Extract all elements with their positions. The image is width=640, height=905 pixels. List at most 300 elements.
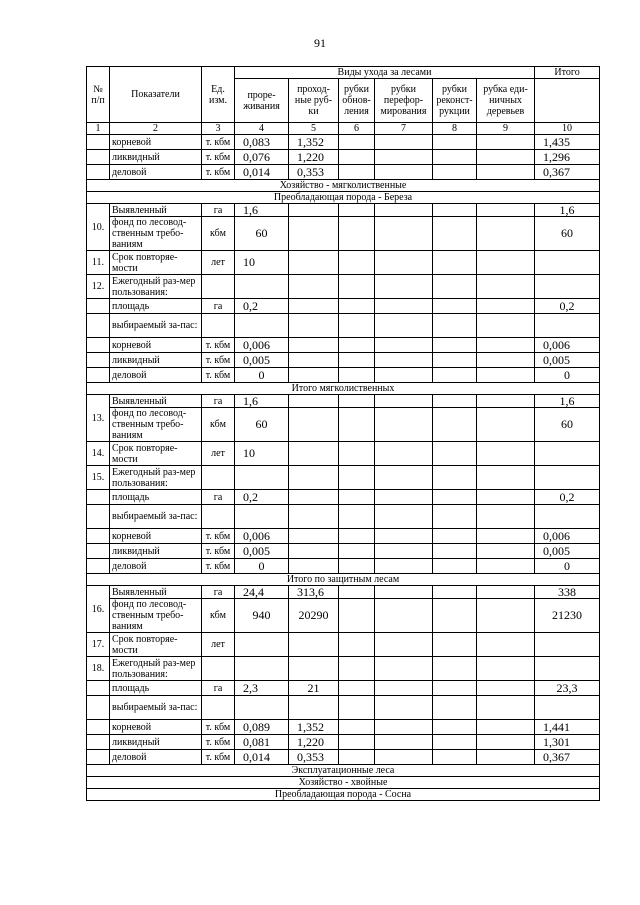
empty-cell bbox=[339, 165, 375, 180]
indicator-label: Срок повторяе-мости bbox=[110, 633, 202, 657]
empty-cell bbox=[477, 135, 535, 150]
empty-cell bbox=[87, 720, 110, 735]
empty-cell bbox=[433, 657, 477, 681]
empty-cell bbox=[289, 466, 339, 490]
empty-cell bbox=[289, 275, 339, 299]
empty-cell bbox=[339, 696, 375, 720]
empty-cell bbox=[339, 657, 375, 681]
empty-cell bbox=[477, 165, 535, 180]
empty-cell bbox=[433, 490, 477, 505]
indicator-label: Ежегодный раз-мер пользования: bbox=[110, 657, 202, 681]
indicator-label: Выявленный bbox=[110, 586, 202, 599]
empty-cell bbox=[477, 696, 535, 720]
value-c5 bbox=[289, 544, 339, 559]
empty-cell bbox=[87, 368, 110, 383]
empty-cell bbox=[339, 490, 375, 505]
unit-cell: га bbox=[202, 299, 235, 314]
row-number: 11. bbox=[87, 251, 110, 275]
table-row bbox=[87, 217, 600, 251]
empty-cell bbox=[477, 505, 535, 529]
empty-cell bbox=[477, 353, 535, 368]
empty-cell bbox=[339, 720, 375, 735]
value-total: 21230 bbox=[535, 599, 600, 633]
table-row bbox=[87, 559, 600, 574]
empty-cell bbox=[433, 408, 477, 442]
empty-cell bbox=[339, 275, 375, 299]
empty-cell bbox=[87, 135, 110, 150]
empty-cell bbox=[433, 353, 477, 368]
empty-cell bbox=[339, 599, 375, 633]
empty-cell bbox=[375, 275, 433, 299]
empty-cell bbox=[375, 696, 433, 720]
empty-cell bbox=[289, 314, 339, 338]
unit-cell: га bbox=[202, 395, 235, 408]
value-c4: 0,014 bbox=[235, 750, 289, 765]
table-row bbox=[87, 544, 600, 559]
section-header-row bbox=[87, 192, 600, 204]
column-number: 9 bbox=[477, 123, 535, 135]
unit-cell: лет bbox=[202, 633, 235, 657]
empty-cell bbox=[433, 251, 477, 275]
indicator-label: ликвидный bbox=[110, 735, 202, 750]
value-c4: 1,6 bbox=[235, 204, 289, 217]
empty-cell bbox=[375, 720, 433, 735]
value-c4: 24,4 bbox=[235, 586, 289, 599]
empty-cell bbox=[87, 338, 110, 353]
empty-cell bbox=[477, 299, 535, 314]
value-total: 338 bbox=[535, 586, 600, 599]
empty-cell bbox=[339, 559, 375, 574]
section-header-row bbox=[87, 180, 600, 192]
empty-cell bbox=[535, 505, 600, 529]
value-c4: 0,005 bbox=[235, 353, 289, 368]
table-row bbox=[87, 657, 600, 681]
empty-cell bbox=[375, 442, 433, 466]
unit-cell: т. кбм bbox=[202, 338, 235, 353]
empty-cell bbox=[477, 750, 535, 765]
unit-cell: т. кбм bbox=[202, 720, 235, 735]
empty-cell bbox=[535, 314, 600, 338]
section-subtitle: Преобладающая порода - Береза bbox=[87, 192, 600, 204]
value-c5 bbox=[289, 559, 339, 574]
value-c4: 0,2 bbox=[235, 490, 289, 505]
value-c5 bbox=[289, 217, 339, 251]
indicator-label: площадь bbox=[110, 681, 202, 696]
empty-cell bbox=[477, 368, 535, 383]
column-number: 1 bbox=[87, 123, 110, 135]
empty-cell bbox=[87, 299, 110, 314]
empty-cell bbox=[477, 442, 535, 466]
empty-cell bbox=[87, 150, 110, 165]
empty-cell bbox=[339, 681, 375, 696]
indicator-label: Выявленный bbox=[110, 395, 202, 408]
empty-cell bbox=[433, 544, 477, 559]
indicator-label: выбираемый за-пас: bbox=[110, 696, 202, 720]
unit-cell: т. кбм bbox=[202, 735, 235, 750]
value-total: 0 bbox=[535, 559, 600, 574]
indicator-label: ликвидный bbox=[110, 150, 202, 165]
empty-cell bbox=[235, 657, 289, 681]
empty-cell bbox=[433, 720, 477, 735]
table-row bbox=[87, 490, 600, 505]
header-num: № п/п bbox=[87, 67, 110, 123]
unit-cell: т. кбм bbox=[202, 135, 235, 150]
value-c4: 0,2 bbox=[235, 299, 289, 314]
value-total: 1,6 bbox=[535, 204, 600, 217]
table-row bbox=[87, 204, 600, 217]
empty-cell bbox=[375, 633, 433, 657]
empty-cell bbox=[433, 217, 477, 251]
empty-cell bbox=[339, 314, 375, 338]
empty-cell bbox=[477, 544, 535, 559]
column-number: 2 bbox=[110, 123, 202, 135]
column-number: 10 bbox=[535, 123, 600, 135]
empty-cell bbox=[87, 544, 110, 559]
table-row bbox=[87, 750, 600, 765]
indicator-label: ликвидный bbox=[110, 544, 202, 559]
value-c5: 0,353 bbox=[289, 165, 339, 180]
empty-cell bbox=[87, 505, 110, 529]
table-row bbox=[87, 720, 600, 735]
row-number: 17. bbox=[87, 633, 110, 657]
empty-cell bbox=[289, 442, 339, 466]
value-c4: 0,014 bbox=[235, 165, 289, 180]
empty-cell bbox=[375, 353, 433, 368]
table-row bbox=[87, 314, 600, 338]
empty-cell bbox=[87, 681, 110, 696]
indicator-label: фонд по лесовод-ственным требо-ваниям bbox=[110, 408, 202, 442]
empty-cell bbox=[477, 559, 535, 574]
section-header-row bbox=[87, 383, 600, 395]
empty-cell bbox=[433, 135, 477, 150]
value-c5: 1,352 bbox=[289, 720, 339, 735]
empty-cell bbox=[289, 657, 339, 681]
indicator-label: фонд по лесовод-ственным требо-ваниям bbox=[110, 217, 202, 251]
empty-cell bbox=[289, 633, 339, 657]
empty-cell bbox=[87, 529, 110, 544]
empty-cell bbox=[87, 750, 110, 765]
empty-cell bbox=[375, 750, 433, 765]
indicator-label: Срок повторяе-мости bbox=[110, 251, 202, 275]
empty-cell bbox=[477, 275, 535, 299]
empty-cell bbox=[339, 251, 375, 275]
section-header-row bbox=[87, 789, 600, 801]
empty-cell bbox=[477, 529, 535, 544]
indicator-label: площадь bbox=[110, 299, 202, 314]
value-c5 bbox=[289, 353, 339, 368]
empty-cell bbox=[289, 251, 339, 275]
unit-cell: кбм bbox=[202, 408, 235, 442]
header-total: Итого bbox=[535, 67, 600, 79]
empty-cell bbox=[87, 353, 110, 368]
indicator-label: корневой bbox=[110, 338, 202, 353]
table-row bbox=[87, 165, 600, 180]
indicator-label: выбираемый за-пас: bbox=[110, 505, 202, 529]
value-c4: 0,083 bbox=[235, 135, 289, 150]
indicator-label: деловой bbox=[110, 750, 202, 765]
empty-cell bbox=[433, 150, 477, 165]
row-number: 18. bbox=[87, 657, 110, 681]
empty-cell bbox=[339, 529, 375, 544]
unit-cell: кбм bbox=[202, 599, 235, 633]
unit-cell: т. кбм bbox=[202, 544, 235, 559]
empty-cell bbox=[339, 544, 375, 559]
indicator-label: площадь bbox=[110, 490, 202, 505]
empty-cell bbox=[477, 490, 535, 505]
empty-cell bbox=[339, 442, 375, 466]
empty-cell bbox=[339, 735, 375, 750]
empty-cell bbox=[433, 750, 477, 765]
value-c5 bbox=[289, 529, 339, 544]
empty-cell bbox=[235, 275, 289, 299]
empty-cell bbox=[375, 395, 433, 408]
value-c4: 0,005 bbox=[235, 544, 289, 559]
empty-cell bbox=[535, 466, 600, 490]
value-c5: 1,220 bbox=[289, 150, 339, 165]
footer-title: Преобладающая порода - Сосна bbox=[87, 789, 600, 801]
empty-cell bbox=[375, 165, 433, 180]
value-c5: 1,352 bbox=[289, 135, 339, 150]
footer-title: Хозяйство - хвойные bbox=[87, 777, 600, 789]
indicator-label: фонд по лесовод-ственным требо-ваниям bbox=[110, 599, 202, 633]
empty-cell bbox=[477, 720, 535, 735]
indicator-label: деловой bbox=[110, 165, 202, 180]
table-row bbox=[87, 681, 600, 696]
row-number: 10. bbox=[87, 204, 110, 251]
value-c4: 10 bbox=[235, 442, 289, 466]
value-c5 bbox=[289, 204, 339, 217]
header-col: рубка еди-ничных деревьев bbox=[477, 79, 535, 123]
indicator-label: ликвидный bbox=[110, 353, 202, 368]
empty-cell bbox=[375, 408, 433, 442]
empty-cell bbox=[477, 204, 535, 217]
table-row bbox=[87, 529, 600, 544]
empty-cell bbox=[433, 314, 477, 338]
empty-cell bbox=[535, 251, 600, 275]
empty-cell bbox=[339, 395, 375, 408]
value-c5: 1,220 bbox=[289, 735, 339, 750]
value-c4: 0,089 bbox=[235, 720, 289, 735]
empty-cell bbox=[375, 490, 433, 505]
row-number: 16. bbox=[87, 586, 110, 633]
empty-cell bbox=[339, 586, 375, 599]
unit-cell: га bbox=[202, 490, 235, 505]
empty-cell bbox=[375, 299, 433, 314]
footer-title: Эксплуатационные леса bbox=[87, 765, 600, 777]
empty-cell bbox=[375, 314, 433, 338]
value-c5: 20290 bbox=[289, 599, 339, 633]
empty-cell bbox=[339, 466, 375, 490]
indicator-label: Ежегодный раз-мер пользования: bbox=[110, 466, 202, 490]
indicator-label: корневой bbox=[110, 720, 202, 735]
table-row bbox=[87, 251, 600, 275]
header-row bbox=[87, 67, 600, 79]
indicator-label: корневой bbox=[110, 529, 202, 544]
empty-cell bbox=[375, 544, 433, 559]
empty-cell bbox=[375, 681, 433, 696]
empty-cell bbox=[477, 735, 535, 750]
section-title: Итого по защитным лесам bbox=[87, 574, 600, 586]
empty-cell bbox=[433, 735, 477, 750]
table-row bbox=[87, 353, 600, 368]
empty-cell bbox=[87, 735, 110, 750]
value-c4 bbox=[235, 633, 289, 657]
empty-cell bbox=[289, 505, 339, 529]
unit-cell: лет bbox=[202, 251, 235, 275]
empty-cell bbox=[433, 204, 477, 217]
table-row bbox=[87, 633, 600, 657]
value-c4: 60 bbox=[235, 217, 289, 251]
value-c4: 0 bbox=[235, 559, 289, 574]
table-row bbox=[87, 338, 600, 353]
empty-cell bbox=[433, 466, 477, 490]
forest-care-table bbox=[86, 66, 600, 801]
empty-cell bbox=[375, 735, 433, 750]
empty-cell bbox=[87, 559, 110, 574]
value-c5 bbox=[289, 338, 339, 353]
value-total: 23,3 bbox=[535, 681, 600, 696]
column-number: 3 bbox=[202, 123, 235, 135]
empty-cell bbox=[477, 633, 535, 657]
value-c5 bbox=[289, 368, 339, 383]
empty-cell bbox=[375, 135, 433, 150]
empty-cell bbox=[375, 599, 433, 633]
empty-cell bbox=[433, 586, 477, 599]
value-c4: 0,081 bbox=[235, 735, 289, 750]
column-number: 6 bbox=[339, 123, 375, 135]
table-row bbox=[87, 586, 600, 599]
unit-cell: т. кбм bbox=[202, 750, 235, 765]
empty-cell bbox=[477, 586, 535, 599]
header-col: проре-живания bbox=[235, 79, 289, 123]
header-col: проход-ные руб-ки bbox=[289, 79, 339, 123]
empty-cell bbox=[477, 217, 535, 251]
value-c4: 10 bbox=[235, 251, 289, 275]
empty-cell bbox=[433, 599, 477, 633]
empty-cell bbox=[535, 275, 600, 299]
empty-cell bbox=[202, 696, 235, 720]
empty-cell bbox=[433, 368, 477, 383]
indicator-label: Ежегодный раз-мер пользования: bbox=[110, 275, 202, 299]
empty-cell bbox=[235, 696, 289, 720]
empty-cell bbox=[535, 442, 600, 466]
unit-cell: га bbox=[202, 586, 235, 599]
empty-cell bbox=[433, 559, 477, 574]
value-c4: 0,076 bbox=[235, 150, 289, 165]
empty-cell bbox=[339, 338, 375, 353]
empty-cell bbox=[477, 251, 535, 275]
unit-cell: т. кбм bbox=[202, 150, 235, 165]
value-c5 bbox=[289, 408, 339, 442]
indicator-label: Выявленный bbox=[110, 204, 202, 217]
empty-cell bbox=[339, 204, 375, 217]
table-row bbox=[87, 466, 600, 490]
value-total: 1,301 bbox=[535, 735, 600, 750]
empty-cell bbox=[202, 505, 235, 529]
empty-cell bbox=[477, 599, 535, 633]
section-header-row bbox=[87, 574, 600, 586]
indicator-label: деловой bbox=[110, 368, 202, 383]
value-total: 1,435 bbox=[535, 135, 600, 150]
empty-cell bbox=[202, 314, 235, 338]
empty-cell bbox=[433, 442, 477, 466]
row-number: 13. bbox=[87, 395, 110, 442]
empty-cell bbox=[477, 314, 535, 338]
value-total: 0,005 bbox=[535, 353, 600, 368]
empty-cell bbox=[375, 150, 433, 165]
empty-cell bbox=[433, 299, 477, 314]
value-c4: 0 bbox=[235, 368, 289, 383]
value-total: 0,367 bbox=[535, 165, 600, 180]
empty-cell bbox=[339, 408, 375, 442]
value-total: 0,2 bbox=[535, 299, 600, 314]
empty-cell bbox=[87, 696, 110, 720]
empty-cell bbox=[433, 681, 477, 696]
unit-cell: т. кбм bbox=[202, 165, 235, 180]
empty-cell bbox=[339, 217, 375, 251]
header-unit: Ед. изм. bbox=[202, 67, 235, 123]
empty-cell bbox=[339, 633, 375, 657]
unit-cell: т. кбм bbox=[202, 559, 235, 574]
empty-cell bbox=[433, 505, 477, 529]
value-c4: 0,006 bbox=[235, 529, 289, 544]
empty-cell bbox=[87, 490, 110, 505]
empty-cell bbox=[477, 395, 535, 408]
table-row bbox=[87, 696, 600, 720]
section-header-row bbox=[87, 765, 600, 777]
empty-cell bbox=[339, 299, 375, 314]
empty-cell bbox=[433, 633, 477, 657]
empty-cell bbox=[375, 529, 433, 544]
empty-cell bbox=[235, 314, 289, 338]
value-total: 0,005 bbox=[535, 544, 600, 559]
value-c5: 21 bbox=[289, 681, 339, 696]
unit-cell: т. кбм bbox=[202, 353, 235, 368]
empty-cell bbox=[535, 657, 600, 681]
empty-cell bbox=[477, 681, 535, 696]
empty-cell bbox=[375, 217, 433, 251]
value-total: 1,441 bbox=[535, 720, 600, 735]
table-row bbox=[87, 135, 600, 150]
section-title: Итого мягколиственных bbox=[87, 383, 600, 395]
value-total: 1,6 bbox=[535, 395, 600, 408]
empty-cell bbox=[375, 251, 433, 275]
column-number-row bbox=[87, 123, 600, 135]
value-c4: 0,006 bbox=[235, 338, 289, 353]
value-c5 bbox=[289, 490, 339, 505]
table-row bbox=[87, 442, 600, 466]
empty-cell bbox=[235, 466, 289, 490]
empty-cell bbox=[339, 353, 375, 368]
unit-cell: га bbox=[202, 204, 235, 217]
empty-cell bbox=[433, 395, 477, 408]
table-row bbox=[87, 150, 600, 165]
table-row bbox=[87, 599, 600, 633]
header-col: рубки реконст-рукции bbox=[433, 79, 477, 123]
empty-cell bbox=[339, 368, 375, 383]
column-number: 7 bbox=[375, 123, 433, 135]
header-indicators: Показатели bbox=[110, 67, 202, 123]
unit-cell: кбм bbox=[202, 217, 235, 251]
empty-cell bbox=[375, 204, 433, 217]
empty-cell bbox=[339, 135, 375, 150]
section-title: Хозяйство - мягколиственные bbox=[87, 180, 600, 192]
value-total: 1,296 bbox=[535, 150, 600, 165]
empty-cell bbox=[375, 466, 433, 490]
row-number: 12. bbox=[87, 275, 110, 299]
empty-cell bbox=[202, 275, 235, 299]
table-row bbox=[87, 408, 600, 442]
